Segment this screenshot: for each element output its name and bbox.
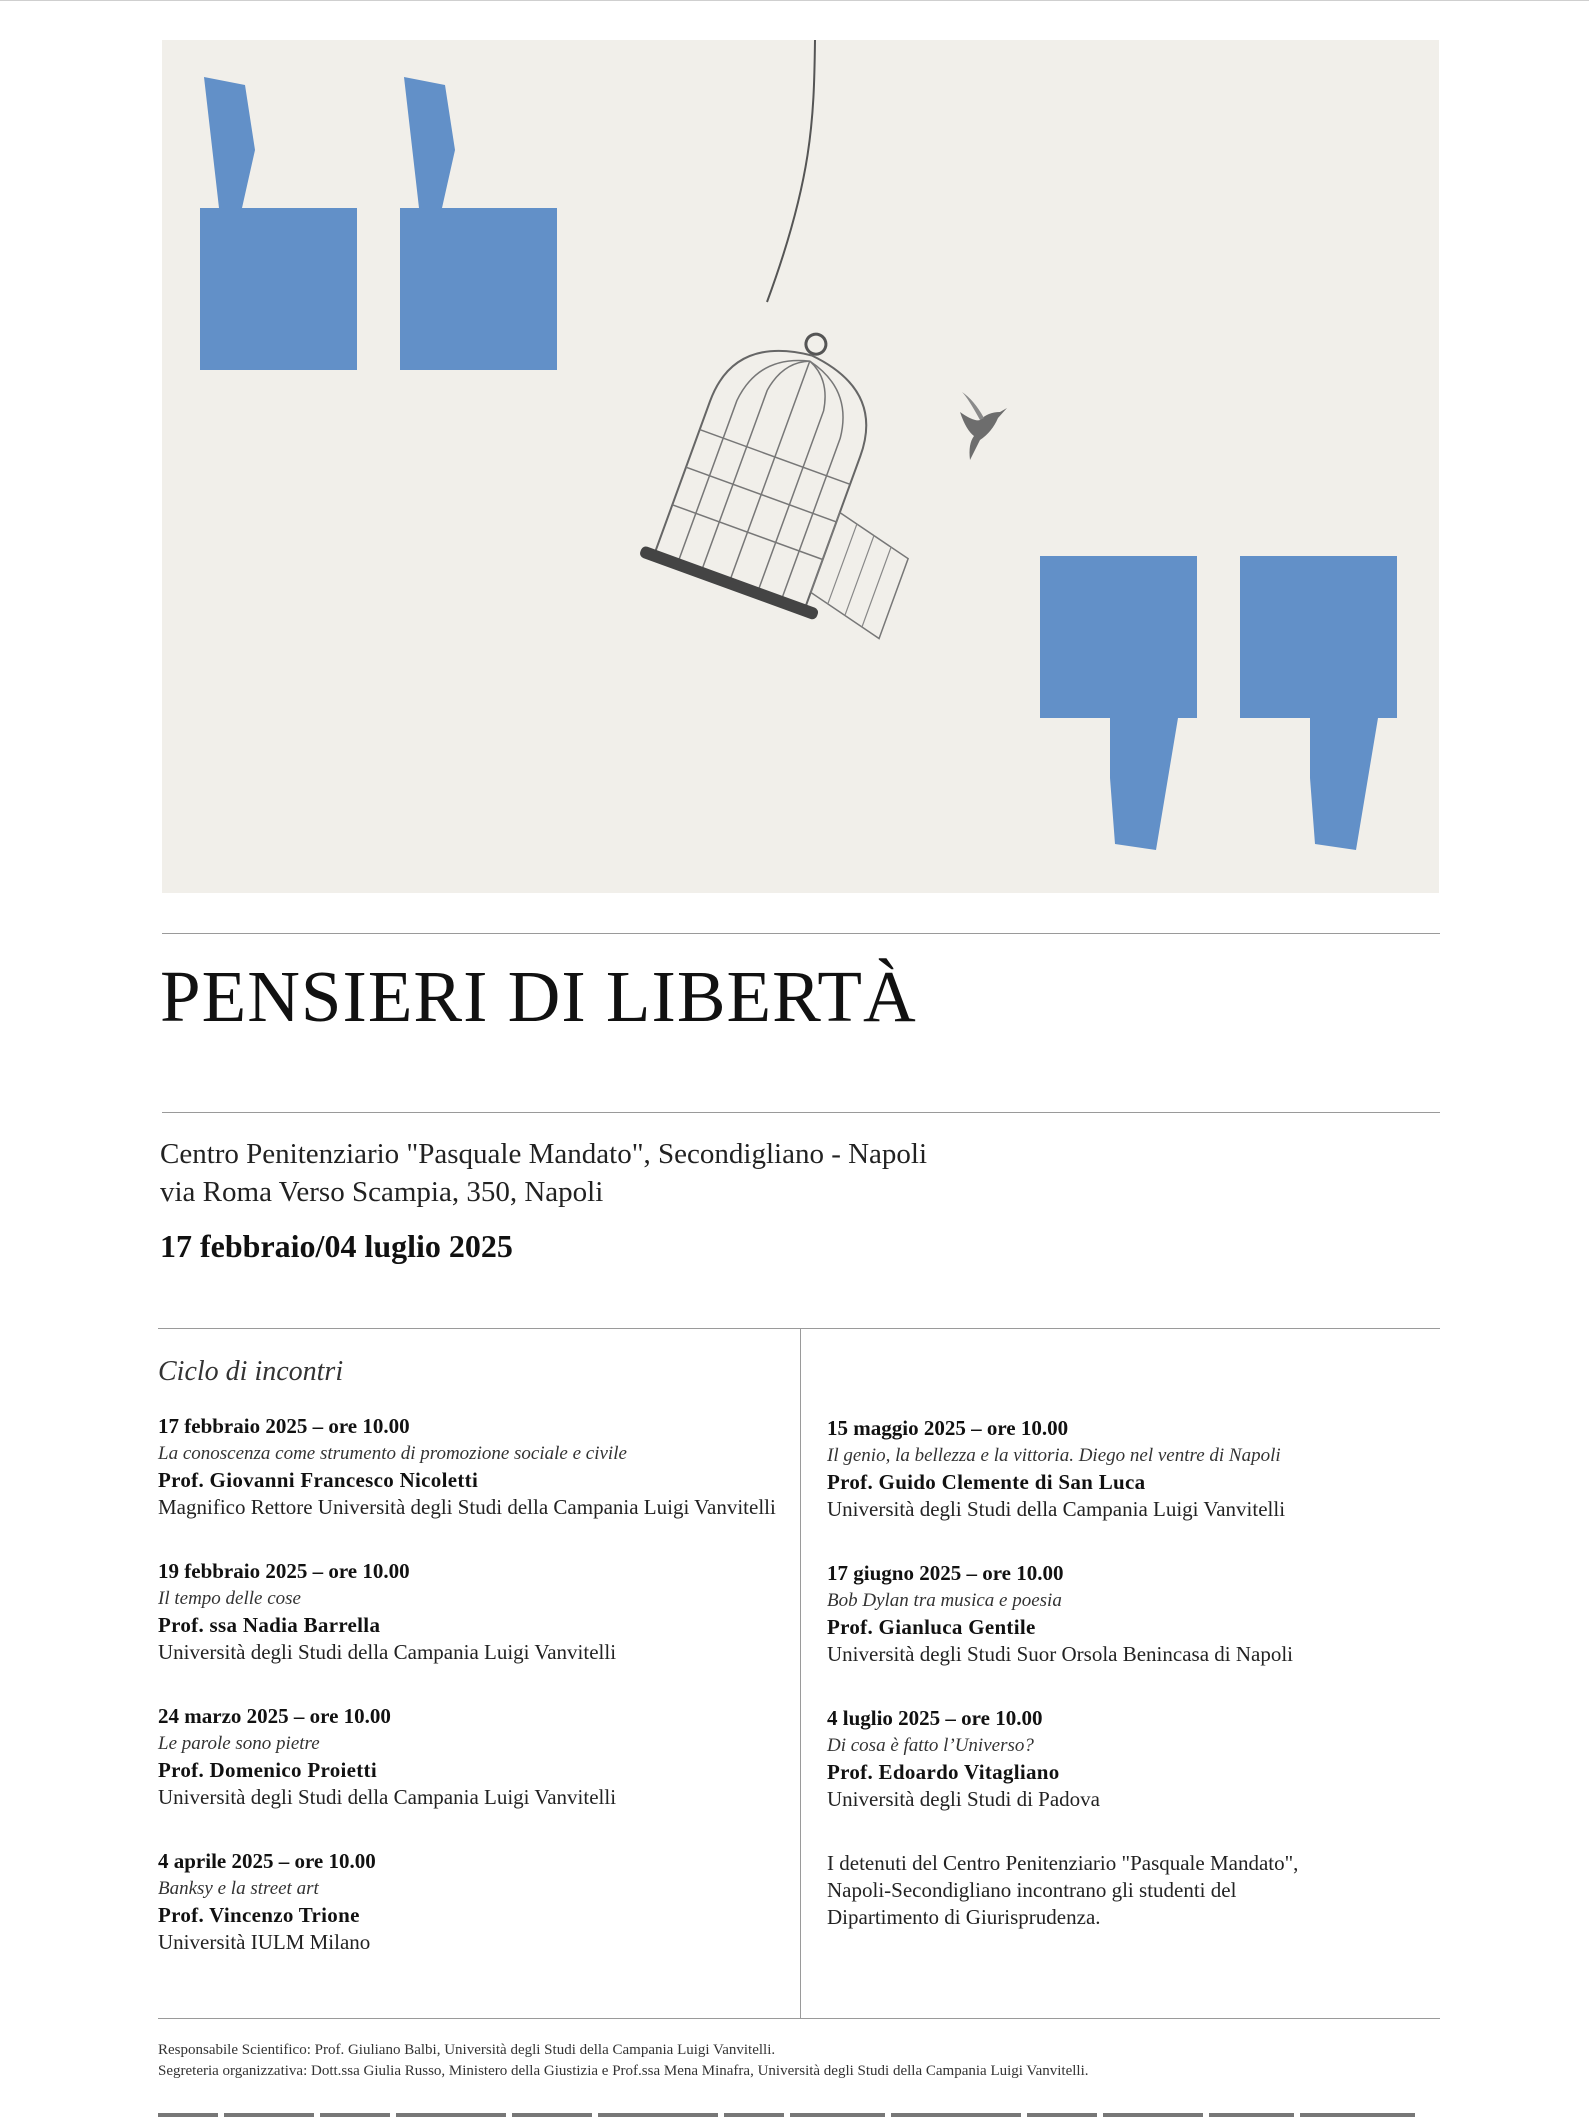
event-item <box>158 1413 778 1521</box>
event-topic: Il tempo delle cose <box>158 1588 301 1609</box>
event-affiliation: Università degli Studi di Padova <box>827 1787 1100 1811</box>
venue-address: via Roma Verso Scampia, 350, Napoli <box>160 1176 604 1208</box>
venue-name: Centro Penitenziario "Pasquale Mandato", Secondigliano - Napoli <box>160 1138 928 1170</box>
program-note-line: I detenuti del Centro Penitenziario "Pasquale Mandato", <box>827 1851 1299 1875</box>
opening-quote-icon <box>200 77 557 370</box>
schedule-top-rule <box>158 1328 1440 1329</box>
event-topic: Banksy e la street art <box>158 1878 319 1899</box>
birdcage-icon <box>639 303 970 644</box>
event-speaker: Prof. Vincenzo Trione <box>158 1903 360 1927</box>
event-topic: Le parole sono pietre <box>158 1733 320 1754</box>
clipped-text-line <box>158 2098 1438 2120</box>
event-affiliation: Università IULM Milano <box>158 1930 371 1954</box>
hero-illustration <box>162 40 1439 893</box>
event-date: 15 maggio 2025 – ore 10.00 <box>827 1416 1069 1440</box>
event-item <box>827 1705 1427 1813</box>
event-affiliation: Università degli Studi della Campania Luigi Vanvitelli <box>827 1497 1286 1521</box>
event-date: 17 giugno 2025 – ore 10.00 <box>827 1561 1064 1585</box>
events-left-column <box>158 1413 778 1993</box>
event-item <box>827 1415 1427 1523</box>
page-top-border <box>0 0 1589 1</box>
event-date: 24 marzo 2025 – ore 10.00 <box>158 1704 391 1728</box>
schedule-bottom-rule <box>158 2018 1440 2019</box>
title-bottom-rule <box>162 1112 1440 1113</box>
program-note-line: Napoli-Secondigliano incontrano gli studenti del <box>827 1878 1237 1902</box>
hero-artwork <box>162 40 1439 893</box>
event-topic: Bob Dylan tra musica e poesia <box>827 1590 1062 1611</box>
event-speaker: Prof. Gianluca Gentile <box>827 1615 1036 1639</box>
event-date: 4 aprile 2025 – ore 10.00 <box>158 1849 376 1873</box>
event-topic: La conoscenza come strumento di promozione sociale e civile <box>158 1443 627 1464</box>
cage-string <box>767 40 815 302</box>
program-note <box>827 1850 1427 1931</box>
event-speaker: Prof. Giovanni Francesco Nicoletti <box>158 1468 479 1492</box>
event-topic: Il genio, la bellezza e la vittoria. Diego nel ventre di Napoli <box>827 1445 1281 1466</box>
footer-organizing-secretariat: Segreteria organizzativa: Dott.ssa Giulia Russo, Ministero della Giustizia e Prof.ssa Mena Minafra, Università degli Studi della Campania Luigi Vanvitelli. <box>158 2063 1089 2079</box>
event-date: 17 febbraio 2025 – ore 10.00 <box>158 1414 410 1438</box>
event-speaker: Prof. Guido Clemente di San Luca <box>827 1470 1146 1494</box>
event-speaker: Prof. Domenico Proietti <box>158 1758 377 1782</box>
event-speaker: Prof. Edoardo Vitagliano <box>827 1760 1060 1784</box>
event-item <box>158 1848 778 1956</box>
event-topic: Di cosa è fatto l’Universo? <box>827 1735 1034 1756</box>
column-divider <box>800 1328 801 2018</box>
venue-block <box>160 1135 927 1211</box>
event-affiliation: Università degli Studi della Campania Luigi Vanvitelli <box>158 1785 617 1809</box>
footer-credits <box>158 2040 1089 2082</box>
event-speaker: Prof. ssa Nadia Barrella <box>158 1613 381 1637</box>
title-top-rule <box>162 933 1440 934</box>
page-title: PENSIERI DI LIBERTÀ <box>160 956 917 1037</box>
event-item <box>158 1703 778 1811</box>
events-right-column <box>827 1415 1427 1931</box>
cycle-label: Ciclo di incontri <box>158 1356 344 1387</box>
event-date: 19 febbraio 2025 – ore 10.00 <box>158 1559 410 1583</box>
event-item <box>827 1560 1427 1668</box>
closing-quote-icon <box>1040 556 1397 850</box>
event-date: 4 luglio 2025 – ore 10.00 <box>827 1706 1043 1730</box>
hummingbird-icon <box>960 392 1007 460</box>
event-item <box>158 1558 778 1666</box>
event-affiliation: Università degli Studi Suor Orsola Benincasa di Napoli <box>827 1642 1294 1666</box>
program-note-line: Dipartimento di Giurisprudenza. <box>827 1905 1101 1929</box>
event-affiliation: Magnifico Rettore Università degli Studi della Campania Luigi Vanvitelli <box>158 1495 776 1519</box>
footer-scientific-lead: Responsabile Scientifico: Prof. Giuliano Balbi, Università degli Studi della Campania Luigi Vanvitelli. <box>158 2042 776 2058</box>
event-dates: 17 febbraio/04 luglio 2025 <box>160 1228 513 1264</box>
event-affiliation: Università degli Studi della Campania Luigi Vanvitelli <box>158 1640 617 1664</box>
